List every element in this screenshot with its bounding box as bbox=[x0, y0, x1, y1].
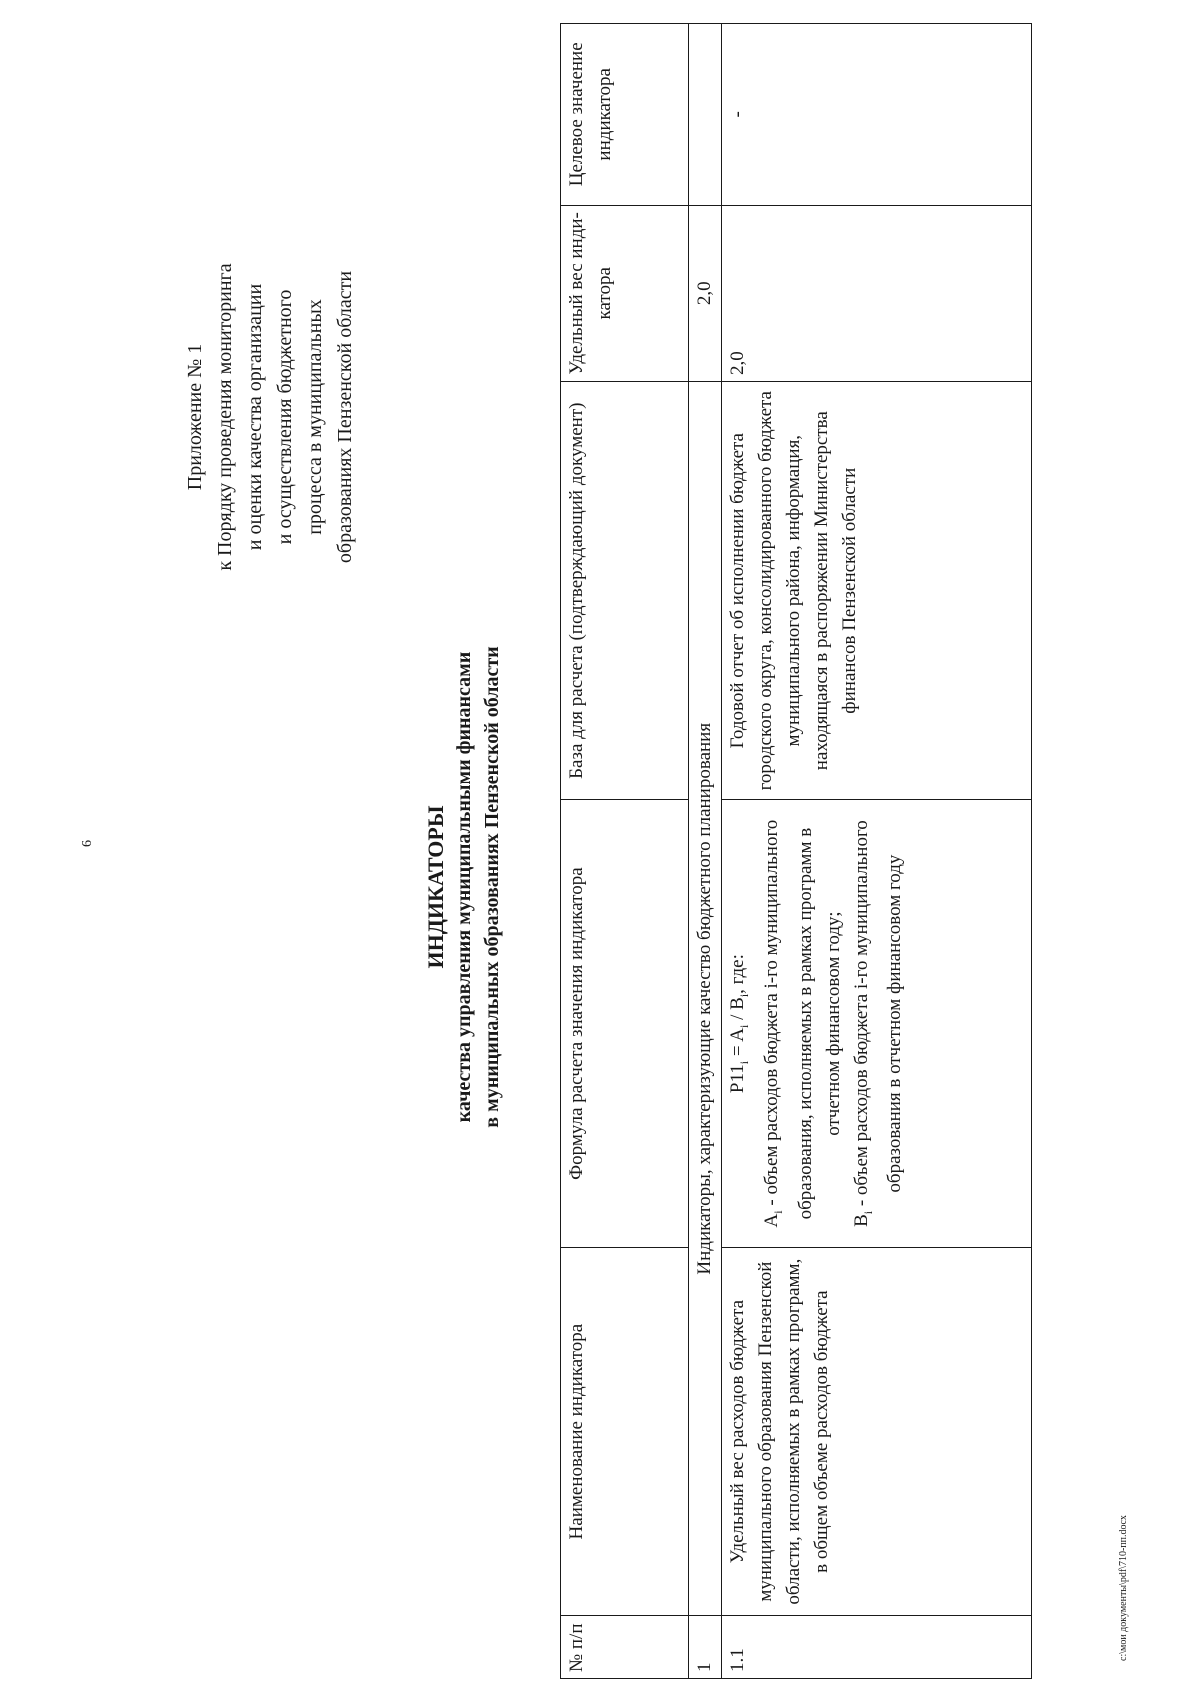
formula-a-def: $A_i$ - объем расходов бюджета i-го муниципального образования, исполняемых в рамках программ в отчетном финансовом году; bbox=[760, 819, 844, 1228]
header-formula: Формула расчета значения индикатора bbox=[561, 800, 689, 1247]
row-name: Удельный вес расходов бюджета муниципального образования Пензенской области, исполняемых в рамках программ, в общем объеме расходов бюджета bbox=[722, 1247, 1032, 1616]
row-target: - bbox=[722, 24, 1032, 206]
appendix-line: к Порядку проведения мониторинга bbox=[214, 263, 236, 571]
title-line: качества управления муниципальными финансами bbox=[453, 651, 475, 1123]
title-main: ИНДИКАТОРЫ bbox=[423, 805, 448, 969]
row-num: 1.1 bbox=[722, 1616, 1032, 1679]
header-target: Целевое значение индикатора bbox=[561, 24, 689, 206]
document-title bbox=[422, 387, 506, 1387]
formula-head: $P11_i = A_i / B_i$, где: bbox=[727, 954, 751, 1094]
appendix-line: и оценки качества организации bbox=[244, 283, 266, 551]
header-name: Наименование индикатора bbox=[561, 1247, 689, 1616]
appendix-header bbox=[180, 197, 360, 637]
table-row bbox=[722, 24, 1032, 1679]
header-num: № п/п bbox=[561, 1616, 689, 1679]
title-line: в муниципальных образованиях Пензенской области bbox=[481, 646, 503, 1128]
appendix-line: образованиях Пензенской области bbox=[334, 270, 356, 564]
header-base: База для расчета (подтверждающий документ) bbox=[561, 381, 689, 799]
header-weight: Удельный вес инди-катора bbox=[561, 205, 689, 381]
appendix-line: процесса в муниципальных bbox=[304, 299, 326, 535]
section-label: Индикаторы, характеризующие качество бюджетного планирования bbox=[689, 381, 722, 1616]
row-weight: 2,0 bbox=[722, 205, 1032, 381]
formula-b-def: $B_i$ - объем расходов бюджета i-го муниципального образования в отчетном финансовом году bbox=[850, 820, 906, 1227]
indicators-table bbox=[560, 23, 1032, 1679]
row-formula bbox=[722, 800, 1032, 1247]
section-num: 1 bbox=[689, 1616, 722, 1679]
row-base: Годовой отчет об исполнении бюджета городского округа, консолидированного бюджета муниципального района, информация, находящаяся в распоряжении Министерства финансов Пензенской области bbox=[722, 381, 1032, 799]
table-header-row bbox=[561, 24, 689, 1679]
section-weight: 2,0 bbox=[689, 205, 722, 381]
appendix-line: Приложение № 1 bbox=[184, 343, 206, 491]
file-path-footer: c:\мои документы\pdf\710-пп.docx bbox=[1118, 1515, 1129, 1661]
section-row bbox=[689, 24, 722, 1679]
page-number: 6 bbox=[80, 840, 95, 847]
section-target bbox=[689, 24, 722, 206]
appendix-line: и осуществления бюджетного bbox=[274, 289, 296, 545]
